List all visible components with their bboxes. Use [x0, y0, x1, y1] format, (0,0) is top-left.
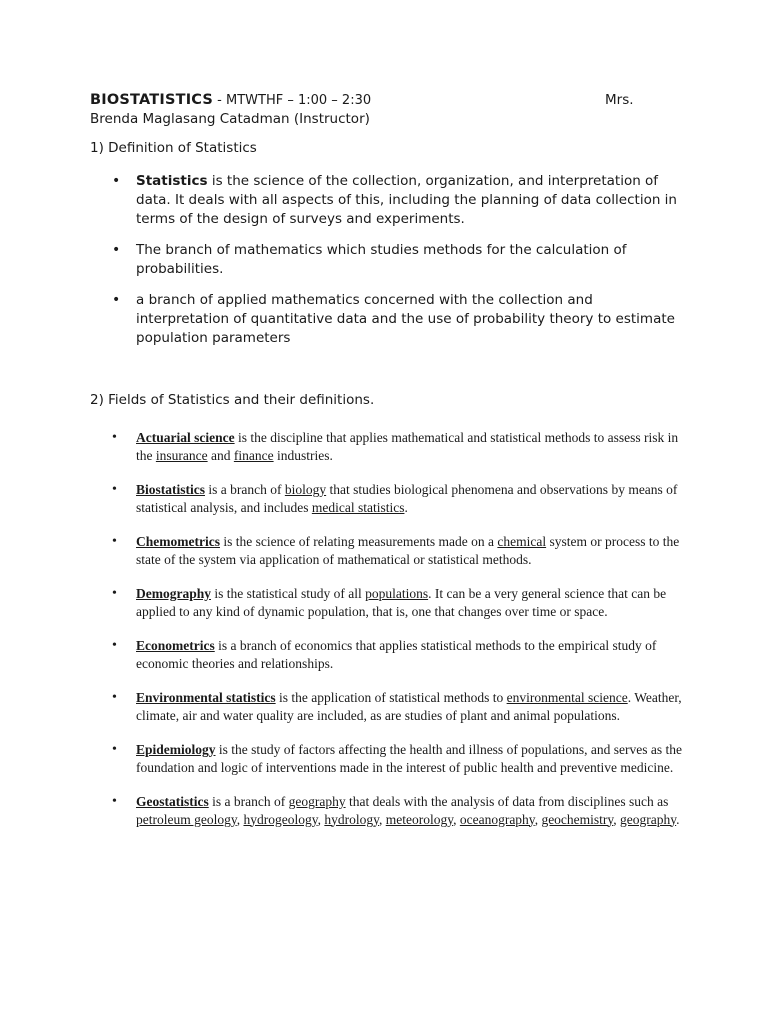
- instructor-prefix: Mrs.: [605, 92, 634, 108]
- field-text: is the science of relating measurements made on a: [219, 534, 498, 549]
- term-demography[interactable]: Demography: [136, 586, 211, 601]
- separator: ,: [453, 811, 460, 827]
- term-econometrics[interactable]: Econometrics: [136, 638, 215, 653]
- term-actuarial-science[interactable]: Actuarial science: [136, 430, 235, 445]
- field-text: .: [676, 811, 680, 827]
- list-item: [112, 172, 687, 229]
- definition-text: is the science of the collection, organization, and interpretation of data. It deals with all aspects of this, including the planning of data collection in terms of the design of surveys and experiments.: [136, 173, 677, 227]
- list-item: [112, 637, 687, 672]
- fields-list: [112, 429, 687, 845]
- field-text: .: [404, 499, 408, 515]
- term-geostatistics[interactable]: Geostatistics: [136, 794, 209, 809]
- separator: ,: [317, 811, 325, 827]
- definition-list: [112, 172, 687, 360]
- instructor-name: Brenda Maglasang Catadman (Instructor): [90, 111, 370, 127]
- definition-text: The branch of mathematics which studies methods for the calculation of probabilities.: [136, 242, 627, 277]
- field-text: system or process to the state of the system via application of mathematical or statistical methods.: [136, 534, 680, 567]
- link-petroleum-geology[interactable]: petroleum geology: [136, 811, 237, 827]
- separator: ,: [378, 811, 386, 827]
- list-item: [112, 533, 687, 568]
- term-statistics: Statistics: [136, 173, 208, 189]
- field-text: is a branch of: [205, 482, 285, 497]
- field-text: and: [207, 447, 234, 463]
- term-environmental-statistics[interactable]: Environmental statistics: [136, 690, 276, 705]
- field-text: is a branch of: [208, 794, 289, 809]
- list-item: [112, 793, 687, 828]
- link-medical-statistics[interactable]: medical statistics: [311, 499, 405, 515]
- list-item: [112, 429, 687, 464]
- section-heading-definition: 1) Definition of Statistics: [90, 140, 257, 156]
- separator: ,: [534, 811, 542, 827]
- definition-text: a branch of applied mathematics concerned with the collection and interpretation of quantitative data and the use of probability theory to estimate population parameters: [136, 292, 675, 346]
- link-insurance[interactable]: insurance: [155, 447, 208, 463]
- course-title: BIOSTATISTICS: [90, 92, 214, 108]
- field-text: is the discipline that applies mathematical and statistical methods to assess risk in the: [136, 430, 679, 463]
- field-text: that deals with the analysis of data from disciplines such as: [345, 794, 669, 809]
- link-chemical[interactable]: chemical: [497, 534, 547, 549]
- separator: ,: [613, 811, 621, 827]
- field-text: is the study of factors affecting the health and illness of populations, and serves as the foundation and logic of interventions made in the interest of public health and preventive medicine.: [136, 742, 683, 775]
- link-geography-2[interactable]: geography: [620, 811, 677, 827]
- list-item: [112, 689, 687, 724]
- section-heading-fields: 2) Fields of Statistics and their definitions.: [90, 392, 375, 408]
- list-item: [112, 291, 687, 348]
- term-epidemiology[interactable]: Epidemiology: [136, 742, 216, 757]
- link-geography[interactable]: geography: [288, 794, 346, 809]
- field-text: that studies biological phenomena and observations by means of statistical analysis, and includes: [136, 482, 678, 515]
- link-hydrogeology[interactable]: hydrogeology: [243, 811, 318, 827]
- term-biostatistics[interactable]: Biostatistics: [136, 482, 205, 497]
- link-oceanography[interactable]: oceanography: [459, 811, 535, 827]
- link-finance[interactable]: finance: [233, 447, 274, 463]
- separator: ,: [236, 811, 244, 827]
- field-text: is the statistical study of all: [211, 586, 366, 601]
- link-geochemistry[interactable]: geochemistry: [541, 811, 614, 827]
- link-populations[interactable]: populations: [365, 586, 429, 601]
- field-text: is the application of statistical methods to: [275, 690, 507, 705]
- field-text: . It can be a very general science that can be applied to any kind of dynamic population, that is, one that changes over time or space.: [136, 586, 667, 619]
- term-chemometrics[interactable]: Chemometrics: [136, 534, 220, 549]
- link-environmental-science[interactable]: environmental science: [506, 690, 628, 705]
- list-item: [112, 241, 687, 279]
- list-item: [112, 481, 687, 516]
- course-schedule: - MTWTHF – 1:00 – 2:30: [213, 93, 372, 108]
- field-text: industries.: [273, 447, 333, 463]
- link-meteorology[interactable]: meteorology: [385, 811, 454, 827]
- list-item: [112, 741, 687, 776]
- document-header: [90, 91, 650, 128]
- link-biology[interactable]: biology: [284, 482, 327, 497]
- link-hydrology[interactable]: hydrology: [324, 811, 379, 827]
- field-text: is a branch of economics that applies statistical methods to the empirical study of economic theories and relationships.: [136, 638, 657, 671]
- field-text: . Weather, climate, air and water quality are included, as are studies of plant and animal populations.: [136, 690, 682, 723]
- list-item: [112, 585, 687, 620]
